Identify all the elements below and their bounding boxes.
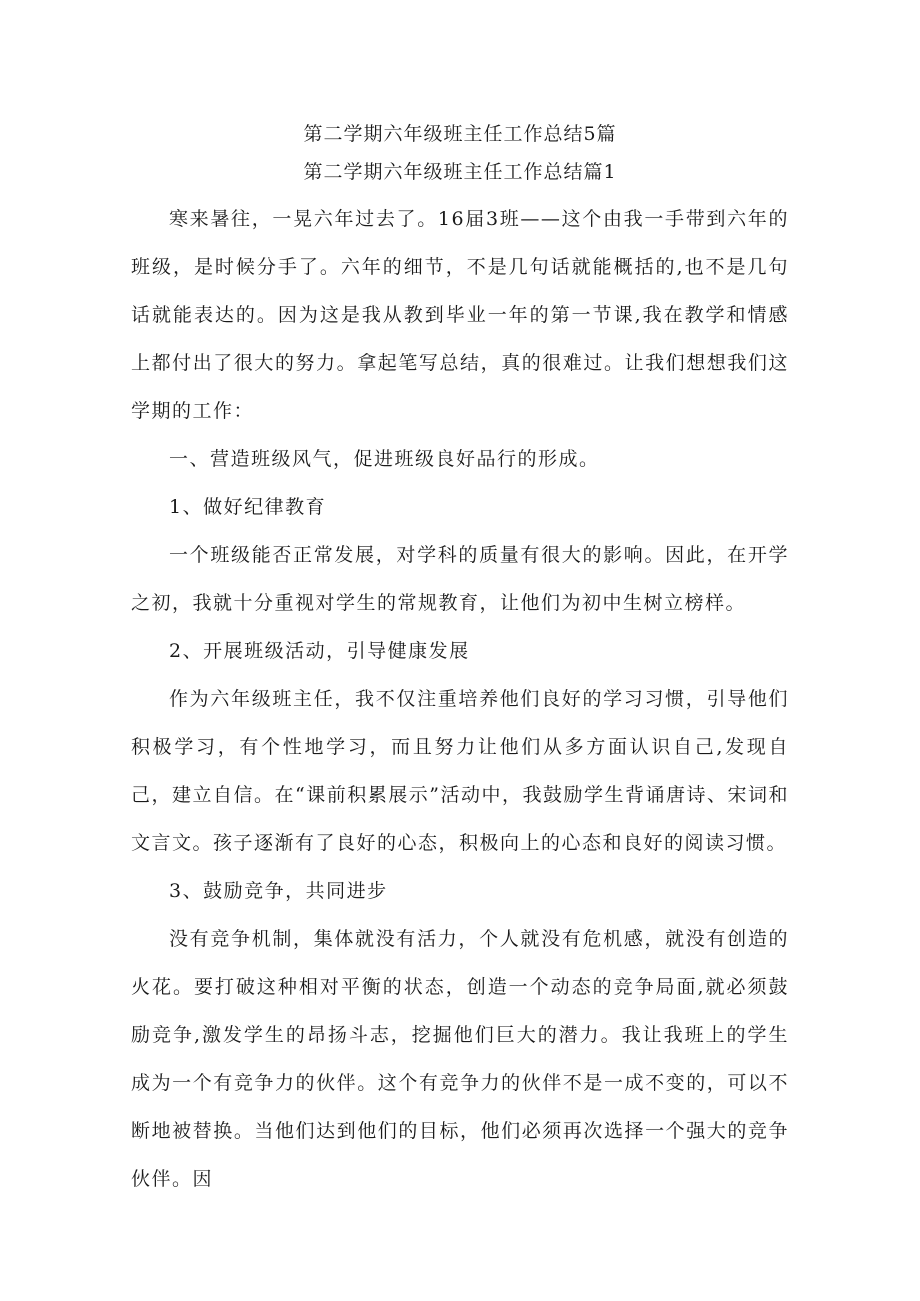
paragraph-intro: 寒来暑往，一晃六年过去了。16届3班——这个由我一手带到六年的班级，是时候分手了。六年的细节，不是几句话就能概括的,也不是几句话就能表达的。因为这是我从教到毕业一年的第一节课,我在教学和情感上都付出了很大的努力。拿起笔写总结，真的很难过。让我们想想我们这学期的工作： [131, 208, 789, 422]
document-title: 第二学期六年级班主任工作总结5篇 [303, 123, 617, 145]
document-subtitle: 第二学期六年级班主任工作总结篇1 [303, 161, 617, 183]
document-body [131, 115, 789, 1203]
subheading-class-activities: 2、开展班级活动，引导健康发展 [169, 640, 470, 662]
subheading-discipline-education: 1、做好纪律教育 [169, 496, 327, 518]
paragraph-class-activities: 作为六年级班主任，我不仅注重培养他们良好的学习习惯，引导他们积极学习，有个性地学习，而且努力让他们从多方面认识自己,发现自己，建立自信。在“课前积累展示”活动中，我鼓励学生背诵唐诗、宋词和文言文。孩子逐渐有了良好的心态，积极向上的心态和良好的阅读习惯。 [131, 688, 789, 854]
paragraph-competition: 没有竞争机制，集体就没有活力，个人就没有危机感，就没有创造的火花。要打破这种相对平衡的状态，创造一个动态的竞争局面,就必须鼓励竞争,激发学生的昂扬斗志，挖掘他们巨大的潜力。我让我班上的学生成为一个有竞争力的伙伴。这个有竞争力的伙伴不是一成不变的，可以不断地被替换。当他们达到他们的目标，他们必须再次选择一个强大的竞争伙伴。因 [131, 928, 789, 1190]
section-heading-class-atmosphere: 一、营造班级风气，促进班级良好品行的形成。 [169, 448, 600, 470]
subheading-encourage-competition: 3、鼓励竞争，共同进步 [169, 880, 388, 902]
paragraph-discipline: 一个班级能否正常发展，对学科的质量有很大的影响。因此，在开学之初，我就十分重视对学生的常规教育，让他们为初中生树立榜样。 [131, 544, 789, 614]
